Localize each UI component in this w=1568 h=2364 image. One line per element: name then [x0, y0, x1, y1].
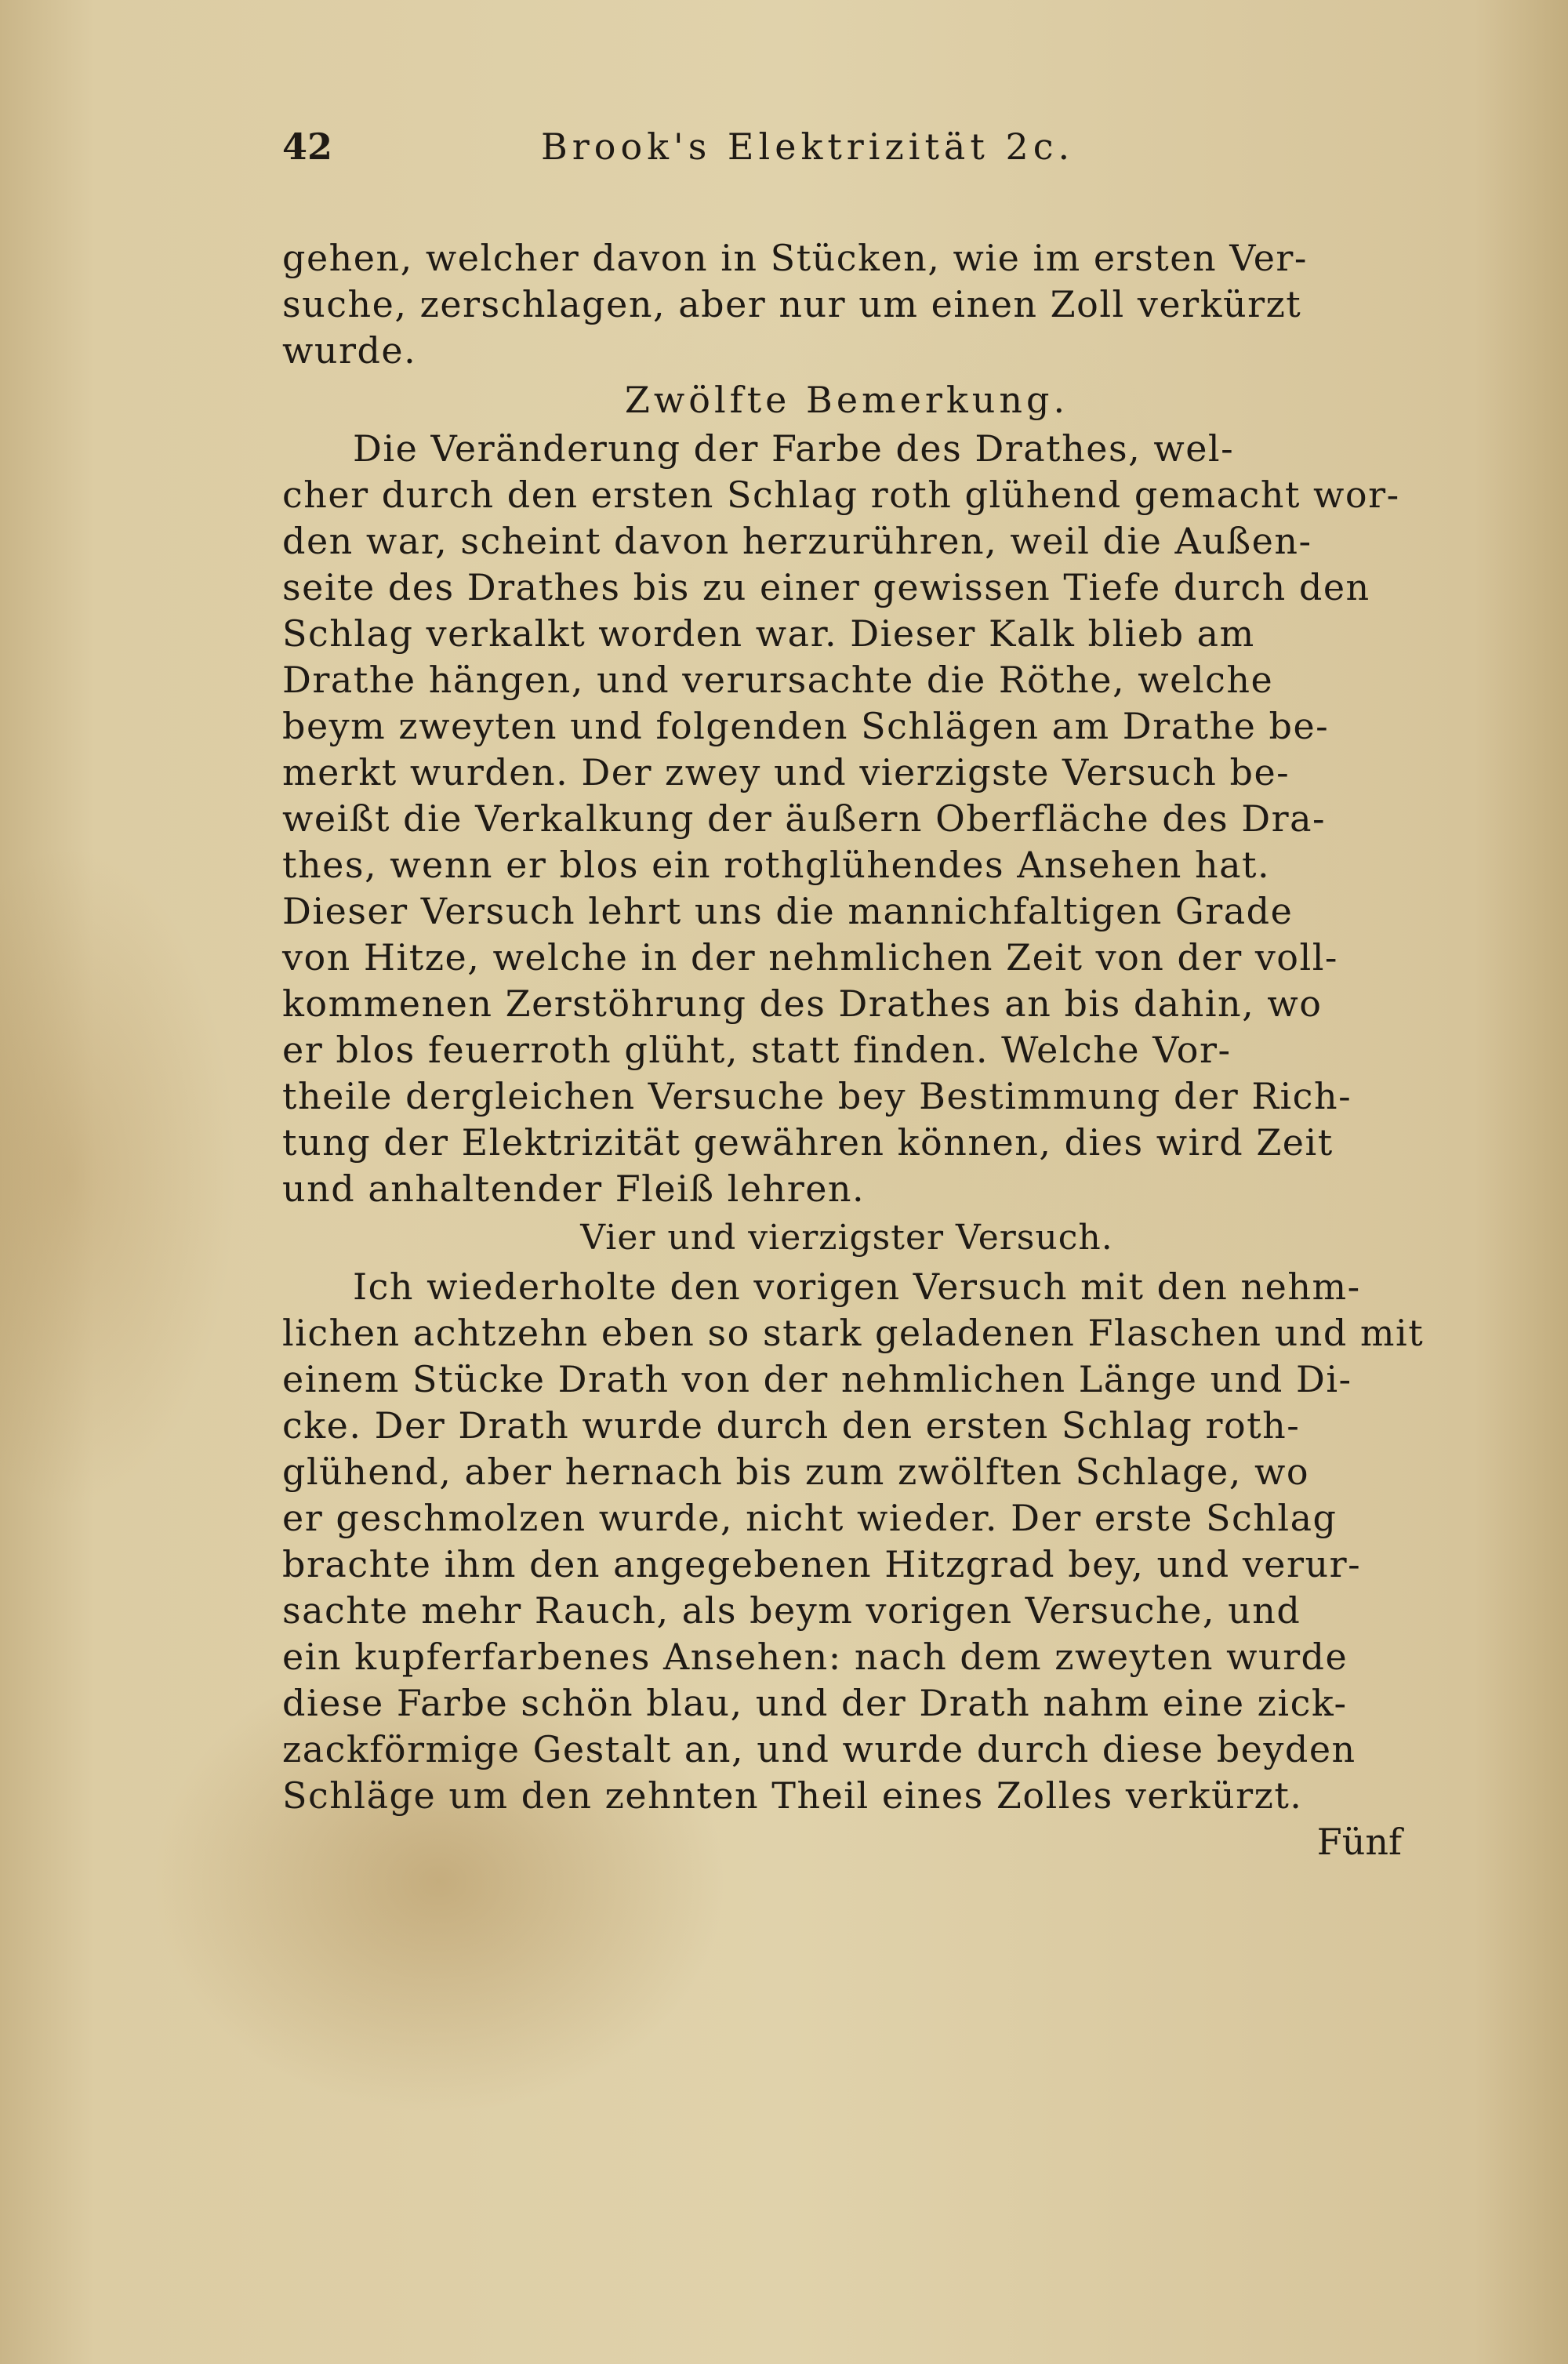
- text-line: wurde.: [282, 329, 417, 372]
- text-line: von Hitze, welche in der nehmlichen Zeit von der voll-: [282, 936, 1338, 979]
- text-line: den war, scheint davon herzurühren, weil die Außen-: [282, 520, 1312, 562]
- text-line: sachte mehr Rauch, als beym vorigen Versuche, und: [282, 1589, 1301, 1632]
- page-number: 42: [282, 125, 333, 168]
- body-text: [282, 235, 1425, 1865]
- text-line: thes, wenn er blos ein rothglühendes Ansehen hat.: [282, 844, 1271, 886]
- text-line: er blos feuerroth glüht, statt finden. Welche Vor-: [282, 1029, 1232, 1071]
- text-line: theile dergleichen Versuche bey Bestimmung der Rich-: [282, 1075, 1352, 1117]
- text-line: und anhaltender Fleiß lehren.: [282, 1167, 866, 1210]
- text-line: Schlag verkalkt worden war. Dieser Kalk blieb am: [282, 612, 1255, 655]
- text-line: beym zweyten und folgenden Schlägen am Drathe be-: [282, 705, 1330, 747]
- text-line: Schläge um den zehnten Theil eines Zolles verkürzt.: [282, 1774, 1303, 1817]
- text-line: einem Stücke Drath von der nehmlichen Länge und Di-: [282, 1358, 1352, 1400]
- text-line: kommenen Zerstöhrung des Drathes an bis dahin, wo: [282, 982, 1323, 1025]
- text-line: merkt wurden. Der zwey und vierzigste Versuch be-: [282, 751, 1290, 793]
- page-header: [282, 125, 1145, 172]
- text-line: er geschmolzen wurde, nicht wieder. Der erste Schlag: [282, 1497, 1338, 1539]
- running-head: Brook's Elektrizität 2c.: [541, 125, 1075, 168]
- text-line: glühend, aber hernach bis zum zwölften Schlage, wo: [282, 1451, 1310, 1493]
- catchword: Fünf: [1316, 1821, 1402, 1863]
- text-line: brachte ihm den angegebenen Hitzgrad bey, und verur-: [282, 1543, 1362, 1585]
- text-line: Drathe hängen, und verursachte die Röthe, welche: [282, 659, 1274, 701]
- section-heading: Zwölfte Bemerkung.: [624, 379, 1069, 421]
- text-line: weißt die Verkalkung der äußern Oberfläche des Dra-: [282, 797, 1327, 840]
- text-line: diese Farbe schön blau, und der Drath nahm eine zick-: [282, 1682, 1348, 1724]
- text-line: Dieser Versuch lehrt uns die mannichfaltigen Grade: [282, 890, 1294, 932]
- text-line: suche, zerschlagen, aber nur um einen Zoll verkürzt: [282, 283, 1302, 325]
- text-line: ein kupferfarbenes Ansehen: nach dem zweyten wurde: [282, 1636, 1348, 1678]
- section-heading: Vier und vierzigster Versuch.: [580, 1218, 1113, 1258]
- text-line: cke. Der Drath wurde durch den ersten Schlag roth-: [282, 1404, 1301, 1447]
- text-line: Ich wiederholte den vorigen Versuch mit den nehm-: [353, 1266, 1361, 1308]
- text-line: Die Veränderung der Farbe des Drathes, wel-: [353, 427, 1235, 470]
- text-line: lichen achtzehn eben so stark geladenen Flaschen und mit: [282, 1312, 1425, 1354]
- text-line: gehen, welcher davon in Stücken, wie im ersten Ver-: [282, 237, 1308, 279]
- text-line: seite des Drathes bis zu einer gewissen Tiefe durch den: [282, 566, 1370, 608]
- text-line: tung der Elektrizität gewähren können, dies wird Zeit: [282, 1121, 1334, 1164]
- text-line: cher durch den ersten Schlag roth glühend gemacht wor-: [282, 474, 1400, 516]
- text-line: zackförmige Gestalt an, und wurde durch diese beyden: [282, 1728, 1356, 1770]
